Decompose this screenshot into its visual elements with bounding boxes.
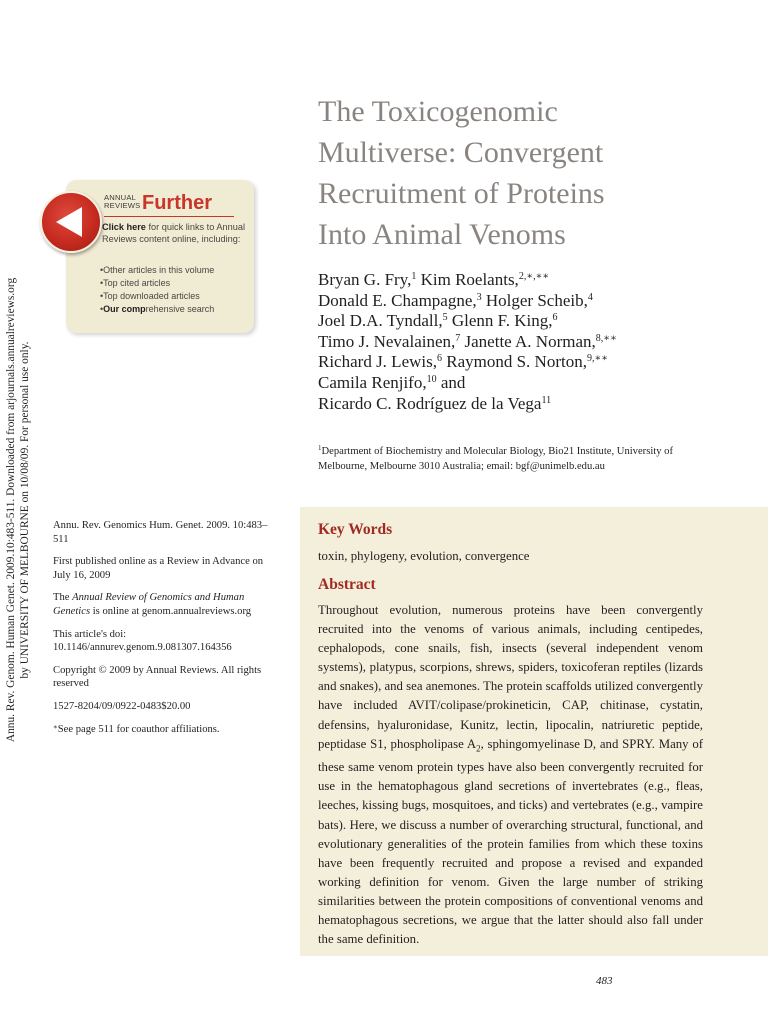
affiliation-text: Department of Biochemistry and Molecular Biology, Bio21 Institute, University of Melbourne, Melbourne 3010 Australia; email: bgf@unimelb.edu.au	[318, 446, 673, 472]
author-name: Janette A. Norman,	[464, 331, 596, 351]
author-name: Raymond S. Norton,	[446, 352, 587, 372]
further-link-other-articles[interactable]: • Other articles in this volume	[100, 264, 250, 277]
author-affil-mark: 4	[587, 291, 593, 303]
author-affil-mark: 1	[411, 271, 417, 282]
author-name: Joel D.A. Tyndall,	[318, 311, 443, 331]
further-link-top-cited[interactable]: • Top cited articles	[100, 277, 250, 290]
abstract-subscript: 2	[476, 743, 481, 754]
further-title: Further	[142, 192, 212, 214]
abstract-part-1: Throughout evolution, numerous proteins have been convergently recruited into the venoms of various animals, including centipedes, cephalopods, cone snails, fish, insects (several independent venom systems), platypus, scorpions, shrews, spiders, toxicoferan reptiles (lizards and snakes), and sea anemones. The protein scaffolds utilized convergently have included AVIT/colipase/prokineticin, CAP, chitinase, cystatin, defensins, hyaluronidase, Kunitz, lectin, lipocalin, natriuretic peptide, peptidase S1, phospholipase A	[318, 603, 703, 751]
author-name: Bryan G. Fry,	[318, 270, 412, 289]
doi[interactable]: 10.1146/annurev.genom.9.081307.164356	[53, 642, 232, 654]
further-link-search[interactable]	[100, 303, 250, 316]
footnote-text: See page 511 for coauthor affiliations.	[57, 723, 220, 735]
author-line	[318, 311, 738, 332]
footnote-mark: ∗	[53, 722, 58, 731]
logo-line-2: REVIEWS	[104, 201, 141, 211]
author-name: Camila Renjifo,	[318, 372, 427, 392]
author-affil-mark: 6	[552, 312, 558, 324]
key-words-heading: Key Words	[318, 521, 393, 538]
author-affil-mark: 11	[541, 394, 552, 406]
author-line	[318, 394, 738, 415]
search-link-rest: rehensive search	[145, 304, 215, 314]
author-affil-mark: 8,∗∗	[595, 332, 617, 344]
author-name: Glenn F. King,	[451, 311, 553, 331]
author-name: Kim Roelants,	[420, 270, 519, 289]
author-list	[318, 270, 738, 414]
further-links	[100, 264, 250, 316]
affiliation	[318, 444, 698, 474]
search-link-bold: Our comp	[103, 304, 146, 314]
author-name: Richard J. Lewis,	[318, 352, 437, 372]
click-here-link[interactable]: Click here	[102, 222, 146, 232]
page-number: 483	[596, 975, 613, 987]
journal-suffix: is online at genom.annualreviews.org	[90, 605, 252, 617]
author-affil-mark: 6	[436, 353, 442, 365]
coauthor-footnote	[53, 723, 278, 737]
author-name: Ricardo C. Rodríguez de la Vega	[318, 393, 542, 413]
doi-label: This article's doi:	[53, 628, 127, 640]
copyright: Copyright © 2009 by Annual Reviews. All rights reserved	[53, 664, 262, 690]
author-line	[318, 332, 738, 353]
author-conjunction: and	[440, 372, 466, 392]
title-line: The Toxicogenomic	[318, 95, 558, 128]
further-header	[104, 193, 249, 217]
author-name: Donald E. Champagne,	[318, 290, 477, 310]
journal-prefix: The	[53, 592, 73, 604]
article-title	[318, 91, 738, 255]
journal-name: Annual Review of Genomics and Human Genetics	[53, 592, 245, 617]
download-notice	[4, 250, 34, 770]
logo-line-1: ANNUAL	[104, 193, 137, 202]
author-affil-mark: 5	[442, 312, 448, 324]
annual-reviews-logo	[104, 194, 140, 211]
further-back-button[interactable]	[40, 191, 102, 253]
journal-online	[53, 591, 278, 618]
further-description-rest: for quick links to Annual Reviews content online, including:	[102, 222, 245, 244]
further-divider	[104, 216, 234, 217]
title-line: Recruitment of Proteins	[318, 177, 605, 210]
citation: Annu. Rev. Genomics Hum. Genet. 2009. 10:483–511	[53, 520, 268, 545]
author-affil-mark: 2,∗,∗∗	[518, 271, 550, 282]
article-metadata	[53, 519, 278, 745]
key-words: toxin, phylogeny, evolution, convergence	[318, 549, 530, 563]
author-line	[318, 270, 738, 291]
author-name: Timo J. Nevalainen,	[318, 331, 456, 351]
abstract-heading: Abstract	[318, 576, 376, 593]
affiliation-mark: 1	[318, 444, 322, 452]
abstract-text	[318, 601, 703, 949]
issn: 1527-8204/09/0922-0483$20.00	[53, 700, 191, 712]
further-description	[102, 221, 252, 245]
author-affil-mark: 7	[455, 332, 461, 344]
author-line	[318, 291, 738, 312]
author-affil-mark: 10	[426, 373, 437, 385]
further-link-top-downloaded[interactable]: • Top downloaded articles	[100, 290, 250, 303]
author-name: Holger Scheib,	[485, 290, 588, 310]
author-affil-mark: 9,∗∗	[586, 353, 609, 365]
first-published: First published online as a Review in Advance on July 16, 2009	[53, 556, 264, 581]
title-line: Multiverse: Convergent	[318, 136, 604, 169]
author-line	[318, 373, 738, 394]
left-arrow-icon	[42, 193, 100, 251]
author-line	[318, 352, 738, 373]
download-notice-line-2: by UNIVERSITY OF MELBOURNE on 10/08/09. For personal use only.	[19, 341, 31, 679]
doi-block	[53, 628, 278, 655]
abstract-part-2: , sphingomyelinase D, and SPRY. Many of these same venom protein types have also been convergently recruited for use in the hematophagous gland secretions of invertebrates (e.g., fleas, leeches, kissing bugs, mosquitoes, and ticks) and vertebrates (e.g., vampire bats). Here, we discuss a number of overarching structural, functional, and evolutionary generalities of the protein families from which these toxins have been frequently recruited and propose a revised and expanded working definition for venom. Given the large number of striking similarities between the protein compositions of conventional venoms and hematophagous secretions, we argue that the latter should also fall under the same definition.	[318, 736, 703, 947]
download-notice-line-1: Annu. Rev. Genom. Human Genet. 2009.10:483-511. Downloaded from arjournals.annualreviews.org	[5, 277, 17, 743]
author-affil-mark: 3	[476, 291, 482, 303]
title-line: Into Animal Venoms	[318, 218, 566, 251]
